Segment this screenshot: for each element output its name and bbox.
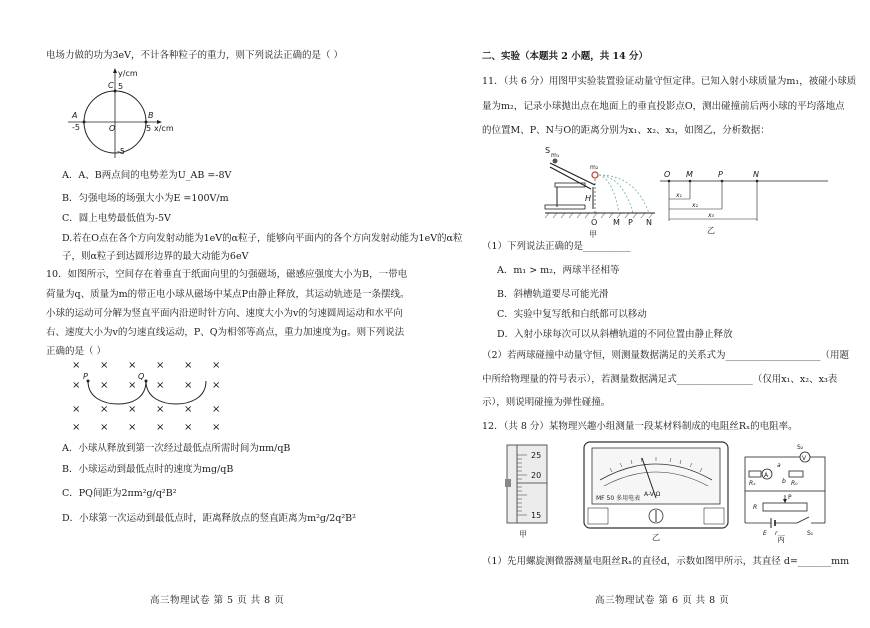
q11-option-b: B．斜槽轨道要尽可能光滑 (497, 289, 609, 300)
magnetic-field-cross: × (128, 360, 137, 371)
fig11-s-label: S (545, 146, 551, 155)
fig11-m2-label: m₂ (590, 164, 599, 171)
q10-line4: 右、速度大小为v的匀速直线运动，P、Q为相邻等高点，重力加速度为g。则下列说法 (46, 327, 405, 338)
q10-option-c: C．PQ间距为2πm²g/q²B² (62, 488, 177, 499)
fig9-top-tick: 5 (118, 82, 124, 91)
q10-option-a: A．小球从释放到第一次经过最低点所需时间为πm/qB (62, 443, 291, 454)
q10-cycloid-figure (66, 358, 226, 433)
fig9-point-a: A (72, 111, 78, 120)
q12-intro: 12．（共 8 分）某物理兴趣小组测量一段某材料制成的电阻丝Rₓ的电阻率。 (482, 421, 798, 432)
magnetic-field-cross: × (156, 404, 165, 415)
fig11-ground-o: O (591, 218, 598, 227)
fig11-ruler-p: P (718, 170, 723, 179)
micrometer-tick-15: 15 (531, 511, 542, 520)
fig11-caption-jia: 甲 (589, 230, 597, 239)
fig9-point-b: B (148, 111, 154, 120)
q9-intro: 电场力做的功为3eV，不计各种粒子的重力，则下列说法正确的是（ ） (46, 50, 344, 61)
fig12-caption-jia: 甲 (519, 530, 527, 539)
fig10-p-label: P (83, 372, 88, 381)
right-page (435, 0, 870, 628)
magnetic-field-cross: × (184, 422, 193, 433)
q11-option-a: A．m₁ > m₂，两球半径相等 (497, 265, 620, 276)
fig11-ground-m: M (613, 218, 620, 227)
micrometer-tick-25: 25 (531, 451, 542, 460)
magnetic-field-cross: × (212, 404, 221, 415)
q10-line3: 小球的运动可分解为竖直平面内沿逆时针方向、速度大小为v的匀速圆周运动和水平向 (46, 308, 403, 319)
circuit-label-rx: Rₓ (749, 480, 756, 487)
q11-part2-line3: 示），则说明碰撞为弹性碰撞。 (482, 397, 611, 408)
circuit-label-b: b (782, 478, 786, 485)
multimeter-small-text: MF 50 多用电表 (596, 495, 641, 502)
magnetic-field-cross: × (184, 404, 193, 415)
magnetic-field-cross: × (100, 404, 109, 415)
magnetic-field-cross: × (184, 360, 193, 371)
fig11-caption-yi: 乙 (707, 226, 715, 235)
q12-micrometer-figure (505, 445, 575, 541)
circuit-label-s1: S₁ (807, 530, 814, 537)
magnetic-field-cross: × (72, 360, 81, 371)
circuit-label-a-meter: A (764, 472, 769, 479)
circuit-label-small-r: r (775, 530, 778, 537)
fig11-ground-p: P (628, 218, 633, 227)
circuit-label-v: V (802, 455, 807, 462)
fig9-x-axis-label: x/cm (154, 124, 174, 133)
magnetic-field-cross: × (72, 380, 81, 391)
fig9-y-axis-label: y/cm (118, 69, 138, 78)
magnetic-field-cross: × (156, 380, 165, 391)
circuit-label-s2: S₂ (797, 444, 804, 451)
q12-multimeter-figure (582, 440, 732, 544)
q10-option-d: D．小球第一次运动到最低点时，距离释放点的竖直距离为m²g/2q²B² (62, 513, 356, 524)
fig11-ground-n: N (646, 218, 652, 227)
q11-option-d: D．入射小球每次可以从斜槽轨道的不同位置由静止释放 (497, 329, 733, 340)
fig9-left-tick: -5 (72, 123, 80, 132)
q11-line3: 的位置M、P、N与O的距离分别为x₁、x₂、x₃，如图乙，分析数据： (482, 125, 770, 136)
q11-line2: 量为m₂，记录小球抛出点在地面上的垂直投影点O，测出碰撞前后两小球的平均落地点 (482, 101, 845, 112)
left-footer: 高三物理试卷 第 5 页 共 8 页 (150, 595, 285, 606)
q11-part2-line1: （2）若两球碰撞中动量守恒，则测量数据满足的关系式为____________________（用题 (482, 350, 850, 361)
magnetic-field-cross: × (212, 360, 221, 371)
q10-line2: 荷量为q、质量为m的带正电小球从磁场中某点P由静止释放，其运动轨迹是一条摆线。 (46, 289, 410, 300)
section-heading: 二、实验（本题共 2 小题，共 14 分） (482, 51, 649, 62)
right-footer: 高三物理试卷 第 6 页 共 8 页 (595, 595, 730, 606)
q9-option-b: B．匀强电场的场强大小为E =100V/m (62, 193, 229, 204)
circuit-label-p: P (788, 494, 792, 501)
micrometer-tick-20: 20 (531, 471, 542, 480)
magnetic-field-cross: × (100, 380, 109, 391)
fig11-x3: x₃ (708, 212, 714, 219)
fig12-caption-bing: 丙 (777, 535, 785, 544)
q9-option-a: A．A、B两点间的电势差为U_AB =-8V (62, 170, 232, 181)
q11-option-c: C．实验中复写纸和白纸都可以移动 (497, 309, 647, 320)
q11-ruler-figure (660, 163, 830, 238)
magnetic-field-cross: × (100, 360, 109, 371)
q10-line1: 10．如图所示，空间存在着垂直于纸面向里的匀强磁场，磁感应强度大小为B，一带电 (46, 269, 408, 280)
magnetic-field-cross: × (100, 422, 109, 433)
magnetic-field-cross: × (72, 422, 81, 433)
fig11-m1-label: m₁ (551, 152, 560, 159)
q10-line5: 正确的是（ ） (46, 346, 107, 357)
q10-option-b: B．小球运动到最低点时的速度为mg/qB (62, 464, 234, 475)
circuit-label-a: a (777, 462, 781, 469)
q11-part2-line2: 中所给物理量的符号表示），若测量数据满足式________________（仅用x₁、x₂、x₃表 (482, 374, 838, 385)
magnetic-field-cross: × (184, 380, 193, 391)
q9-option-d-line2: 子，则α粒子到达圆形边界的最大动能为6eV (62, 251, 249, 262)
fig11-ruler-n: N (753, 170, 759, 179)
fig9-origin: O (109, 124, 116, 133)
q12-circuit-figure (735, 445, 835, 543)
fig11-x2: x₂ (692, 202, 698, 209)
fig11-ruler-o: O (664, 170, 671, 179)
q9-circle-figure (60, 68, 180, 160)
magnetic-field-cross: × (212, 380, 221, 391)
circuit-label-e: E (763, 530, 767, 537)
magnetic-field-cross: × (128, 380, 137, 391)
magnetic-field-cross: × (72, 404, 81, 415)
q11-part1: （1）下列说法正确的是__________ (482, 241, 631, 252)
magnetic-field-cross: × (128, 404, 137, 415)
q11-line1: 11．（共 6 分）用图甲实验装置验证动量守恒定律。已知入射小球质量为m₁，被碰小球质 (482, 76, 857, 87)
circuit-label-r: R (753, 504, 758, 511)
q11-apparatus-figure (545, 145, 665, 237)
magnetic-field-cross: × (156, 360, 165, 371)
fig9-bottom-tick: -5 (117, 147, 125, 156)
q12-part1: （1）先用螺旋测微器测量电阻丝Rₓ的直径d，示数如图甲所示，其直径 d=_______mm (482, 556, 850, 567)
magnetic-field-cross: × (128, 422, 137, 433)
fig12-caption-yi: 乙 (652, 533, 660, 542)
magnetic-field-cross: × (156, 422, 165, 433)
q9-option-d-line1: D.若在O点在各个方向发射动能为1eV的α粒子，能够向平面内的各个方向发射动能为1eV的α粒 (62, 233, 463, 244)
fig11-ruler-m: M (686, 170, 693, 179)
fig9-point-c: C (108, 81, 114, 90)
fig11-h-label: H (585, 194, 592, 203)
circuit-label-r0: R₀ (791, 480, 798, 487)
magnetic-field-cross: × (212, 422, 221, 433)
multimeter-label: A-V-Ω (644, 491, 661, 498)
q9-option-c: C．圆上电势最低值为-5V (62, 213, 171, 224)
fig9-right-tick: 5 (146, 124, 152, 133)
fig10-q-label: Q (138, 372, 145, 381)
fig11-x1: x₁ (676, 192, 682, 199)
